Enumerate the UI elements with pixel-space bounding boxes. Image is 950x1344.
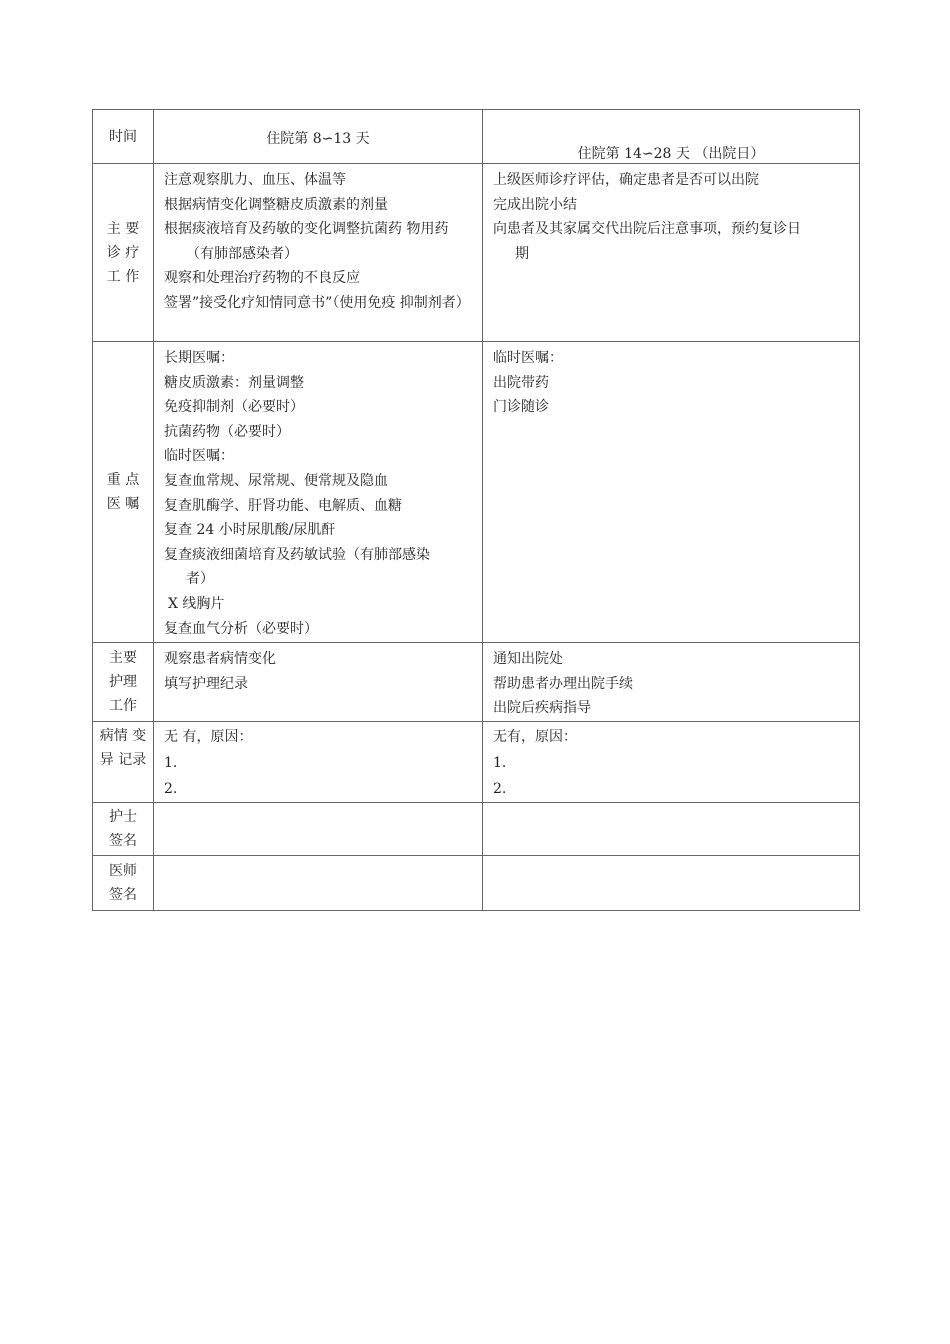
nurse-sign-row: [93, 802, 860, 855]
main-work-col1-cell: [154, 164, 483, 342]
list-item: 注意观察肌力、血压、体温等: [164, 172, 346, 188]
list-item: 2.: [164, 780, 178, 797]
nursing-label-line: 主要: [109, 649, 137, 666]
list-item: 临时医嘱：: [164, 448, 234, 465]
list-item: 免疫抑制剂（必要时）: [164, 399, 304, 416]
list-item: 2.: [493, 780, 507, 797]
nursing-col2-list: [483, 643, 859, 721]
nursing-col2-cell: [483, 643, 860, 722]
main-work-label-line: 工 作: [106, 268, 140, 285]
list-item: 复查 24 小时尿肌酸/尿肌酐: [164, 522, 336, 539]
variance-label-line: 异 记录: [99, 751, 147, 768]
doctor-sign-label-line: 签名: [109, 886, 137, 903]
header-col1: 住院第 8∽13 天: [266, 131, 370, 147]
orders-col2-list: [483, 342, 859, 420]
header-col2: 住院第 14∽28 天 （出院日）: [577, 146, 765, 162]
variance-col1-list: [154, 722, 482, 802]
list-item: 出院带药: [493, 374, 549, 391]
header-col2-cell: [483, 110, 860, 164]
list-item: 观察和处理治疗药物的不良反应: [164, 270, 360, 287]
nursing-col1-cell: [154, 643, 483, 722]
nurse-sign-label-cell: [93, 802, 154, 855]
doctor-sign-col2-field[interactable]: [483, 855, 860, 910]
header-label-cell: [93, 110, 154, 164]
orders-col1-list: [154, 342, 482, 641]
orders-label-line: 医 嘱: [106, 496, 140, 512]
list-item: 复查血常规、尿常规、便常规及隐血: [164, 472, 388, 489]
main-work-label-cell: [93, 164, 154, 342]
list-item: 长期医嘱：: [164, 350, 234, 366]
main-work-col1-list: [154, 164, 482, 316]
list-item: 签署”接受化疗知情同意书”（使用免疫 抑制剂者）: [164, 294, 470, 311]
list-item: 1.: [164, 754, 178, 771]
clinical-pathway-table: [92, 109, 860, 911]
header-col1-cell: [154, 110, 483, 164]
doctor-sign-label-cell: [93, 855, 154, 910]
orders-label-line: 重 点: [106, 472, 140, 488]
variance-col2-list: [483, 722, 859, 802]
header-row: [93, 110, 860, 164]
list-item: 复查痰液细菌培育及药敏试验（有肺部感染者）: [164, 546, 430, 588]
list-item: 1.: [493, 754, 507, 771]
nursing-label-line: 工作: [109, 697, 137, 714]
orders-label-cell: [93, 342, 154, 643]
doctor-sign-col1-field[interactable]: [154, 855, 483, 910]
list-item: 糖皮质激素：剂量调整: [164, 374, 304, 391]
list-item: 观察患者病情变化: [164, 651, 276, 667]
list-item: 门诊随诊: [493, 399, 549, 416]
main-work-row: [93, 164, 860, 342]
list-item: 帮助患者办理出院手续: [493, 675, 633, 692]
variance-label-line: 病情 变: [99, 727, 147, 744]
nurse-sign-col1-field[interactable]: [154, 802, 483, 855]
variance-col2-cell: [483, 721, 860, 802]
list-item: 抗菌药物（必要时）: [164, 423, 290, 440]
list-item: 上级医师诊疗评估，确定患者是否可以出院: [493, 172, 759, 188]
nursing-row: [93, 643, 860, 722]
nurse-sign-label-line: 签名: [109, 832, 137, 849]
list-item: 完成出院小结: [493, 196, 577, 213]
orders-col2-cell: [483, 342, 860, 643]
variance-label-cell: [93, 721, 154, 802]
list-item: 无 有，原因：: [164, 728, 253, 745]
doctor-sign-label-line: 医师: [109, 862, 137, 879]
list-item: 填写护理纪录: [164, 675, 248, 692]
orders-col1-cell: [154, 342, 483, 643]
main-work-label-line: 主 要: [106, 220, 140, 237]
main-work-label-line: 诊 疗: [106, 244, 140, 261]
variance-col1-cell: [154, 721, 483, 802]
list-item: 无有，原因：: [493, 728, 577, 745]
list-item: 根据病情变化调整糖皮质激素的剂量: [164, 196, 388, 213]
list-item: 复查血气分析（必要时）: [164, 620, 318, 637]
nursing-col1-list: [154, 643, 482, 696]
nurse-sign-col2-field[interactable]: [483, 802, 860, 855]
list-item: 出院后疾病指导: [493, 700, 591, 717]
header-label: 时间: [109, 128, 137, 145]
nursing-label-cell: [93, 643, 154, 722]
list-item: 向患者及其家属交代出院后注意事项，预约复诊日期: [493, 221, 801, 262]
list-item: 通知出院处: [493, 651, 563, 667]
orders-row: [93, 342, 860, 643]
list-item: X 线胸片: [168, 595, 225, 612]
variance-row: [93, 721, 860, 802]
list-item: 根据痰液培育及药敏的变化调整抗菌药 物用药（有肺部感染者）: [164, 221, 449, 262]
main-work-col2-list: [483, 164, 859, 266]
list-item: 复查肌酶学、肝肾功能、电解质、血糖: [164, 497, 402, 514]
nurse-sign-label-line: 护士: [109, 808, 137, 825]
doctor-sign-row: [93, 855, 860, 910]
main-work-col2-cell: [483, 164, 860, 342]
list-item: 临时医嘱：: [493, 350, 563, 366]
nursing-label-line: 护理: [109, 673, 137, 690]
